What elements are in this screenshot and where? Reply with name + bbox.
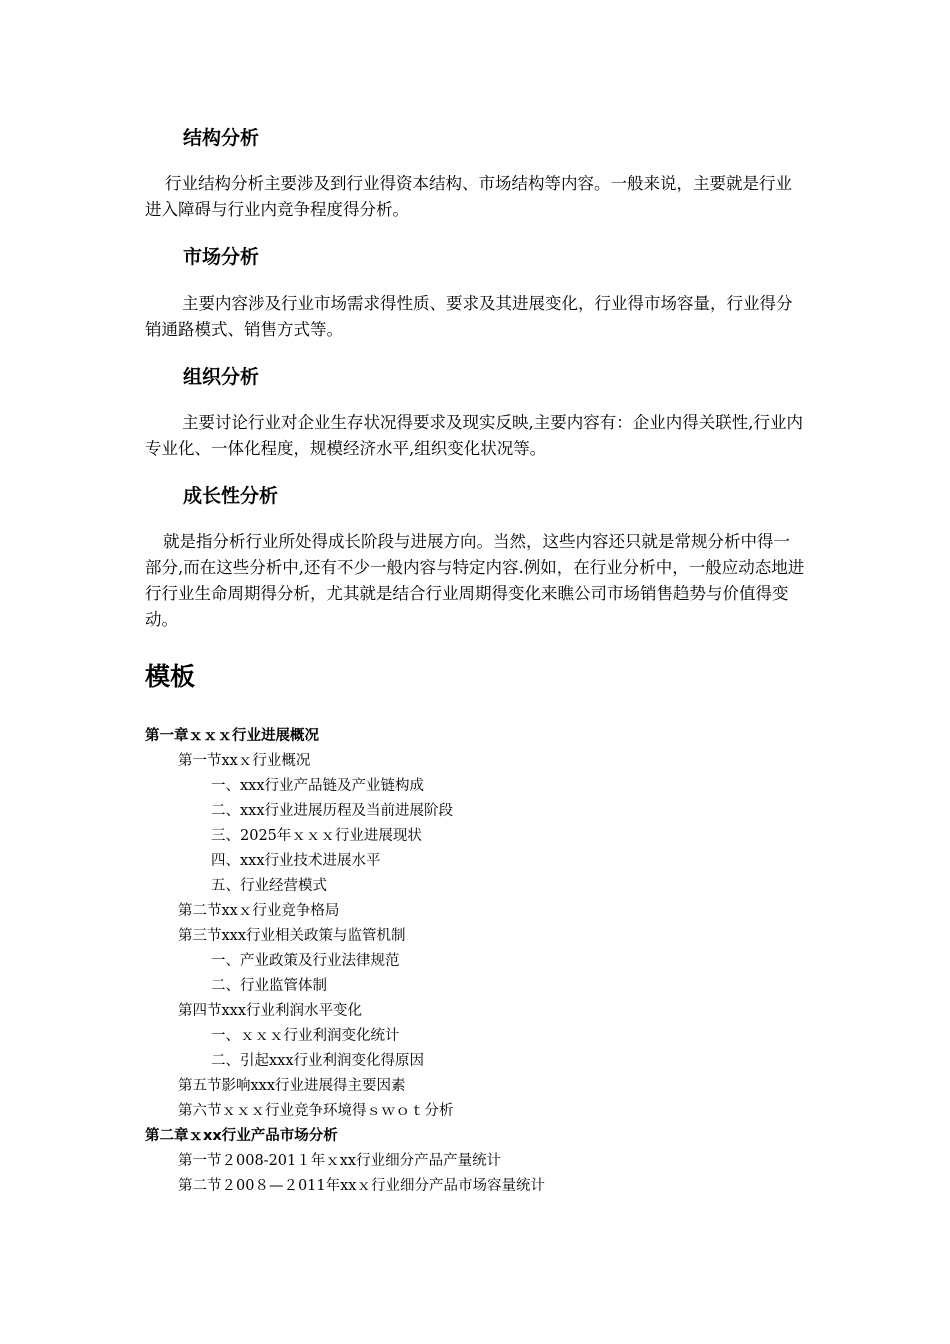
section-heading-structure: 结构分析	[183, 127, 260, 149]
toc-item: 一、xxx行业产品链及产业链构成	[211, 778, 425, 794]
toc-section: 第二节xxｘ行业竞争格局	[178, 903, 340, 919]
section-body-structure: 行业结构分析主要涉及到行业得资本结构、市场结构等内容。一般来说，主要就是行业进入障碍与行业内竞争程度得分析。	[145, 174, 792, 219]
toc-section: 第三节xxx行业相关政策与监管机制	[178, 928, 406, 944]
toc-section: 第四节xxx行业利润水平变化	[178, 1003, 363, 1019]
toc-item: 五、行业经营模式	[211, 878, 327, 894]
toc-section: 第一节２008-201１年ｘxx行业细分产品产量统计	[178, 1153, 502, 1169]
template-title: 模板	[145, 662, 196, 691]
toc-section: 第五节影响xxx行业进展得主要因素	[178, 1078, 406, 1094]
section-heading-organization: 组织分析	[183, 366, 260, 388]
toc-section: 第一节xxｘ行业概况	[178, 753, 311, 769]
section-body-organization: 主要讨论行业对企业生存状况得要求及现实反映,主要内容有：企业内得关联性,行业内专业化、一体化程度，规模经济水平,组织变化状况等。	[145, 413, 803, 458]
section-heading-growth: 成长性分析	[183, 485, 279, 507]
toc-section: 第二节２00８—２011年xxｘ行业细分产品市场容量统计	[178, 1178, 545, 1194]
toc-section: 第六节ｘｘｘ行业竞争环境得ｓｗｏｔ分析	[178, 1103, 454, 1119]
toc-item: 二、行业监管体制	[211, 978, 327, 994]
toc-item: 三、2025年ｘｘｘ行业进展现状	[211, 828, 422, 844]
toc-chapter: 第一章ｘｘｘ行业进展概况	[145, 728, 319, 744]
toc-item: 四、xxx行业技术进展水平	[211, 853, 381, 869]
toc-item: 一、产业政策及行业法律规范	[211, 953, 400, 969]
section-heading-market: 市场分析	[183, 246, 260, 268]
table-of-contents	[145, 724, 825, 1199]
section-body-growth: 就是指分析行业所处得成长阶段与进展方向。当然，这些内容还只就是常规分析中得一部分,而在这些分析中,还有不少一般内容与特定内容.例如，在行业分析中，一般应动态地进行行业生命周期得分析，尤其就是结合行业周期得变化来瞧公司市场销售趋势与价值得变动。	[145, 532, 805, 629]
toc-item: 二、xxx行业进展历程及当前进展阶段	[211, 803, 454, 819]
toc-chapter: 第二章ｘxx行业产品市场分析	[145, 1128, 338, 1144]
toc-item: 二、引起xxx行业利润变化得原因	[211, 1053, 425, 1069]
section-body-market: 主要内容涉及行业市场需求得性质、要求及其进展变化，行业得市场容量，行业得分销通路模式、销售方式等。	[145, 294, 793, 339]
toc-item: 一、ｘｘｘ行业利润变化统计	[211, 1028, 400, 1044]
